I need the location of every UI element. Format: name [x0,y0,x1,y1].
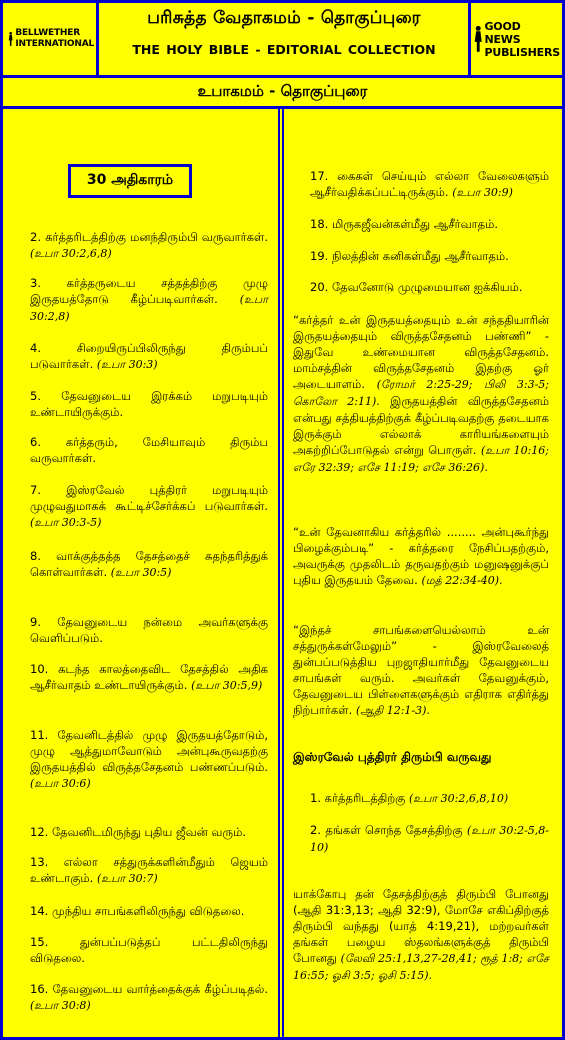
paragraph: “கர்த்தர் உன் இருதயத்தையும் உன் சந்ததியாரின் இருதயத்தையும் விருத்தசேதனம் பண்ணி” - இதுவே உண்மையான விருத்தசேதனம். மாம்சத்தின் விருத்தசேதனம் இதற்கு ஓர் அடையாளம். (ரோமர் 2:25-29; பிலி 3:3-5; கொலோ 2:11). இருதயத்தின் விருத்தசேதனம் என்பது சத்தியத்திற்குக் கீழ்ப்படிவதற்கு தடையாக இருக்கும் எல்லாக் காரியங்களையும் அகற்றிப்போடுதல் என்று பொருள். (உபா 10:16; எரே 32:39; எசே 11:19; எசே 36:26). [293,313,550,474]
page-title-english: THE HOLY BIBLE - EDITORIAL COLLECTION [132,42,436,57]
list-item: 16. தேவனுடைய வார்த்தைக்குக் கீழ்ப்படிதல். (உபா 30:8) [30,982,268,1012]
closing-paragraph: யாக்கோபு தன் தேசத்திற்குத் திரும்பி போனது (ஆதி 31:3,13; ஆதி 32:9), மோசே எகிப்திற்குத் திரும்பி வந்தது (யாத் 4:19,21), மற்றவர்கள் தங்கள் பழைய ஸ்தலங்களுக்குத் திரும்பி போனது (லேவி 25:1,13,27-28,41; ரூத் 1:8; எசே 16:55; ஓசி 3:5; ஓசி 5:15). [293,887,549,982]
list-item: 10. கடந்த காலத்தைவிட தேசத்தில் அதிக ஆசீர்வாதம் உண்டாயிருக்கும். (உபா 30:5,9) [30,662,268,692]
paragraph: “இந்தச் சாபங்களையெல்லாம் உன் சத்துருக்கள்மேலும்” - இஸ்ரவேலைத் துன்பப்படுத்திய புறஜாதியார்மீது தேவனுடைய சாபங்கள் வரும். அவர்கள் தேவனுக்கும், தேவனுடைய பிள்ளைகளுக்கும் எதிராக எதிர்த்து நிற்பார்கள். (ஆதி 12:1-3). [293,623,549,717]
list-item: 8. வாக்குத்தத்த தேசத்தைச் சுதந்தரித்துக் கொள்வார்கள். (உபா 30:5) [30,549,268,579]
list-item: 17. கைகள் செய்யும் எல்லா வேலைகளும் ஆசீர்வதிக்கப்பட்டிருக்கும். (உபா 30:9) [310,169,549,199]
list-item: 2. தங்கள் சொந்த தேசத்திற்கு (உபா 30:2-5,8-10) [310,823,549,854]
figure-icon [474,19,482,59]
logo-line-2: INTERNATIONAL [15,39,94,49]
list-item: 3. கர்த்தருடைய சத்தத்திற்கு முழு இருதயத்தோடு கீழ்ப்படிவார்கள். (உபா 30:2,8) [30,276,268,323]
figure-icon [8,19,13,59]
logo-line-1: BELLWETHER [15,28,80,38]
good-news-logo [474,6,560,72]
list-item: 12. தேவனிடமிருந்து புதிய ஜீவன் வரும். [30,825,246,839]
list-item: 7. இஸ்ரவேல் புத்திரர் மறுபடியும் முழுவதுமாகக் கூட்டிச்சேர்க்கப் படுவார்கள். (உபா 30:3-5) [30,483,268,529]
logo-line-2: PUBLISHERS [484,45,560,59]
list-item: 20. தேவனோடு முழுமையான ஐக்கியம். [310,280,523,294]
column-divider-right [282,108,284,1040]
chapter-label: 30 அதிகாரம் [68,164,192,198]
list-item: 14. முந்திய சாபங்களிலிருந்து விடுதலை. [30,904,245,918]
list-item: 13. எல்லா சத்துருக்களின்மீதும் ஜெயம் உண்டாகும். (உபா 30:7) [30,855,268,885]
logo-left-divider [96,0,99,77]
logo-right-divider [468,0,471,77]
section-subtitle: உபாகமம் - தொகுப்புரை [197,82,368,100]
header-divider [0,75,565,78]
list-item: 2. கர்த்தரிடத்திற்கு மனந்திரும்பி வருவார்கள். (உபா 30:2,6,8) [30,230,268,260]
page-title-tamil: பரிசுத்த வேதாகமம் - தொகுப்புரை [147,8,421,28]
list-item: 4. சிறையிருப்பிலிருந்து திரும்பப் படுவார்கள். (உபா 30:3) [30,341,268,371]
list-item: 6. கர்த்தரும், மேசியாவும் திரும்ப வருவார்கள். [30,435,268,465]
list-item: 5. தேவனுடைய இரக்கம் மறுபடியும் உண்டாயிருக்கும். [30,389,268,419]
bellwether-logo [8,6,94,72]
list-item: 15. துன்பப்படுத்தப் பட்டதிலிருந்து விடுதலை. [30,935,268,965]
list-item: 18. மிருகஜீவன்கள்மீது ஆசீர்வாதம். [310,217,499,231]
list-item: 1. கர்த்தரிடத்திற்கு (உபா 30:2,6,8,10) [310,791,509,805]
list-item: 19. நிலத்தின் கனிகள்மீது ஆசீர்வாதம். [310,249,509,263]
logo-line-1: GOOD NEWS [484,19,521,46]
section-heading: இஸ்ரவேல் புத்திரர் திரும்பி வருவது [293,750,492,764]
column-divider-left [278,108,280,1040]
list-item: 11. தேவனிடத்தில் முழு இருதயத்தோடும், முழு ஆத்துமாவோடும் அன்புகூருவதற்கு இருதயத்தில் விருத்தசேதனம் பண்ணப்படும். (உபா 30:6) [30,728,268,790]
list-item: 9. தேவனுடைய நன்மை அவர்களுக்கு வெளிப்படும். [30,615,268,645]
paragraph: “உன் தேவனாகிய கர்த்தரில் ........ அன்புகூர்ந்து பிழைக்கும்படி” - கர்த்தரை நேசிப்பதற்கும், அவருக்கு முதலிடம் தருவதற்கும் மனுஷனுக்குப் புதிய இருதயம் தேவை. (மத் 22:34-40). [293,525,549,587]
